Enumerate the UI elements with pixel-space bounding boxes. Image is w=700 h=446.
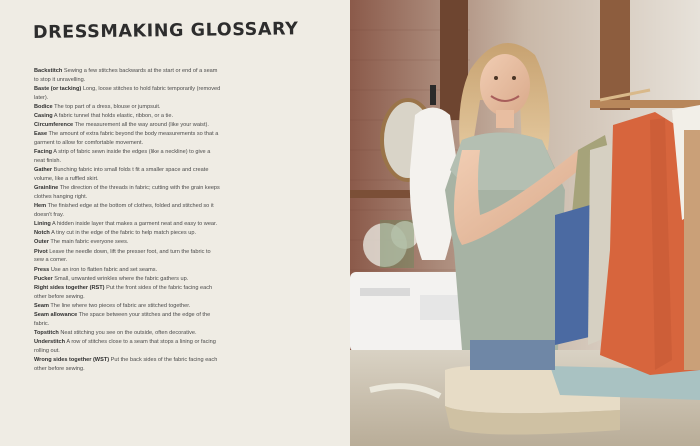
glossary-entry [34,238,222,247]
glossary-entry [34,229,222,238]
glossary-definition: Sewing a few stitches backwards at the start or end of a seam to stop it unravelling. [34,68,218,83]
glossary-term: Hem [34,203,47,210]
glossary-term: Baste (or tacking) [34,86,82,92]
glossary-definition: A hidden inside layer that makes a garment neat and easy to wear. [52,221,218,228]
glossary-term: Grainline [34,185,59,192]
glossary-term: Circumference [34,122,74,129]
glossary-definition: The measurement all the way around (like your waist). [74,122,209,129]
glossary-definition: Bunching fabric into small folds t fit a smaller space and create volume, like a ruffled skirt. [34,167,209,183]
glossary-entry [34,311,222,329]
page-title: DRESSMAKING GLOSSARY [32,19,299,43]
glossary-term: Pivot [34,248,48,255]
glossary-definition: Neat stitching you see on the outside, often decorative. [60,329,197,336]
glossary-term: Wrong sides together (WST) [34,356,110,363]
glossary-entry [34,166,222,184]
glossary-entry [34,121,222,130]
glossary-term: Understitch [34,338,66,345]
glossary-term: Outer [34,239,49,246]
glossary-entry [34,284,222,302]
glossary-entry [34,266,222,275]
glossary-entry [34,202,222,220]
photo-illustration [350,0,700,446]
glossary-definition: The main fabric everyone sees. [50,239,129,246]
glossary-definition: Leave the needle down, lift the presser foot, and turn the fabric to sew a corner. [34,248,211,264]
glossary-term: Facing [34,149,53,156]
glossary-definition: A fabric tunnel that holds elastic, ribbon, or a tie. [53,113,173,120]
glossary-term: Notch [34,230,50,237]
glossary-definition: Put the front sides of the fabric facing each other before sewing. [34,284,213,300]
glossary-definition: A strip of fabric sewn inside the edges (like a neckline) to give a neat finish. [34,149,211,165]
glossary-definition: Small, unwanted wrinkles where the fabric gathers up. [54,275,189,282]
glossary-entry [34,302,222,311]
glossary-definition: Put the back sides of the fabric facing each other before sewing. [34,356,218,372]
glossary-entry [34,275,222,284]
glossary-list [34,67,222,374]
glossary-entry [34,103,222,112]
glossary-term: Seam [34,302,49,309]
glossary-term: Ease [34,131,48,138]
glossary-entry [34,130,222,148]
glossary-definition: The finished edge at the bottom of clothes, folded and stitched so it doesn't fray. [34,203,214,219]
glossary-definition: Long, loose stitches to hold fabric temporarily (removed later). [34,86,221,101]
glossary-entry [34,85,222,103]
glossary-term: Right sides together (RST) [34,284,105,291]
glossary-term: Gather [34,167,53,174]
glossary-entry [34,112,222,121]
glossary-entry [34,338,222,356]
glossary-definition: A tiny cut in the edge of the fabric to help match pieces up. [51,230,197,237]
glossary-definition: The space between your stitches and the edge of the fabric. [34,311,211,327]
glossary-entry [34,184,222,202]
glossary-entry [34,148,222,166]
glossary-entry [34,220,222,229]
glossary-term: Press [34,266,50,273]
glossary-term: Lining [34,221,51,228]
glossary-term: Topstitch [34,329,59,336]
glossary-definition: The direction of the threads in fabric; cutting with the grain keeps clothes hanging right. [34,185,220,201]
glossary-term: Seam allowance [34,311,78,318]
glossary-definition: The amount of extra fabric beyond the body measurements so that a garment to allow for comfortable movement. [34,131,219,147]
glossary-term: Pucker [34,275,53,282]
glossary-definition: The line where two pieces of fabric are stitched together. [50,302,191,309]
dressmaker-photo [350,0,700,446]
glossary-definition: The top part of a dress, blouse or jumpsuit. [54,104,161,110]
glossary-term: Casing [34,113,53,120]
glossary-entry [34,329,222,338]
glossary-definition: Use an iron to flatten fabric and set seams. [50,266,158,273]
glossary-entry [34,67,222,85]
glossary-definition: A row of stitches close to a seam that stops a lining or facing rolling out. [34,338,216,354]
glossary-term: Bodice [34,104,53,110]
glossary-entry [34,356,222,374]
glossary-term: Backstitch [34,68,63,74]
glossary-entry [34,248,222,266]
